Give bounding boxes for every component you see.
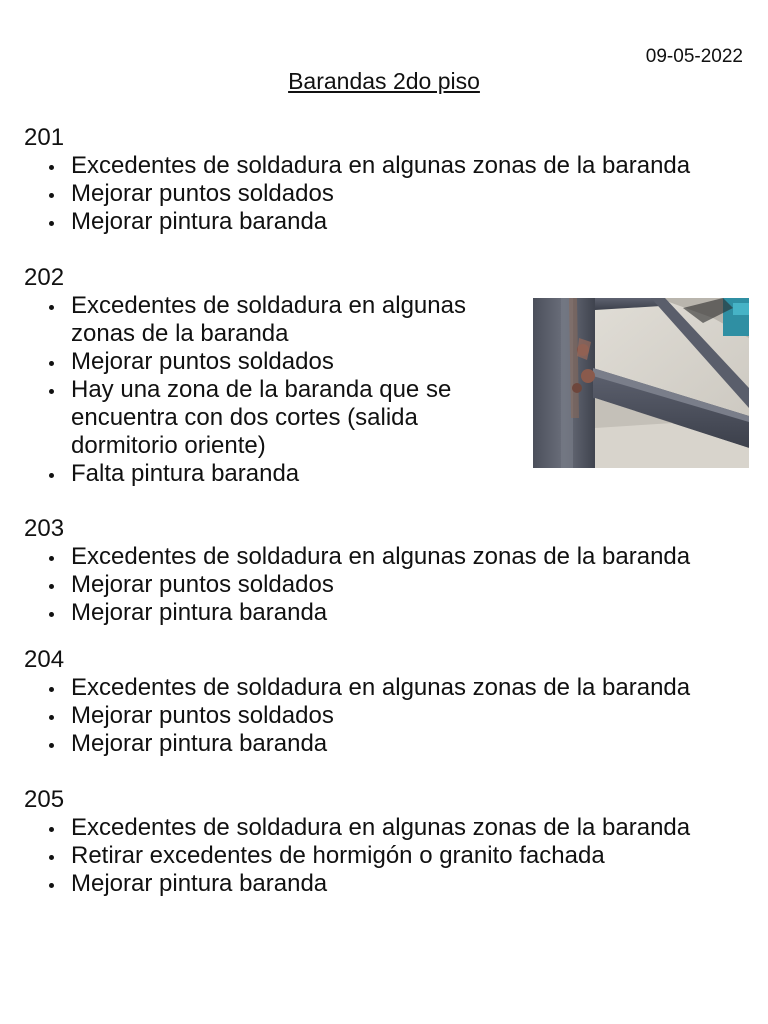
issue-list [24,674,690,758]
list-item: Excedentes de soldadura en algunas zonas de la baranda [71,152,691,179]
list-item: Mejorar pintura baranda [71,599,690,627]
document-date: 09-05-2022 [645,46,743,67]
issue-list [24,152,690,236]
list-item: Falta pintura baranda [71,460,521,488]
list-item: Mejorar puntos soldados [71,180,690,208]
section-205 [24,786,690,898]
section-number: 205 [24,786,65,813]
list-item: Mejorar puntos soldados [71,702,690,730]
list-item: Excedentes de soldadura en algunas zonas de la baranda [71,292,521,348]
list-item: Mejorar pintura baranda [71,870,690,898]
list-item: Mejorar pintura baranda [71,730,690,758]
section-204 [24,646,690,758]
list-item: Mejorar puntos soldados [71,348,521,376]
list-item: Hay una zona de la baranda que se encuentra con dos cortes (salida dormitorio oriente) [71,376,521,460]
list-item: Retirar excedentes de hormigón o granito fachada [71,842,690,870]
document-title: Barandas 2do piso [288,68,480,94]
section-number: 202 [24,264,65,291]
list-item: Excedentes de soldadura en algunas zonas de la baranda [71,814,691,841]
list-item: Excedentes de soldadura en algunas zonas de la baranda [71,543,691,570]
section-number: 204 [24,646,65,673]
section-201 [24,124,690,236]
issue-list [24,543,690,627]
section-number: 203 [24,515,65,542]
section-number: 201 [24,124,65,151]
list-item: Mejorar puntos soldados [71,571,690,599]
section-202 [24,264,521,488]
section-203 [24,515,690,627]
issue-list [24,814,690,898]
list-item: Mejorar pintura baranda [71,208,690,236]
list-item: Excedentes de soldadura en algunas zonas de la baranda [71,674,691,701]
issue-list [24,292,521,488]
railing-weld-photo [533,298,749,468]
